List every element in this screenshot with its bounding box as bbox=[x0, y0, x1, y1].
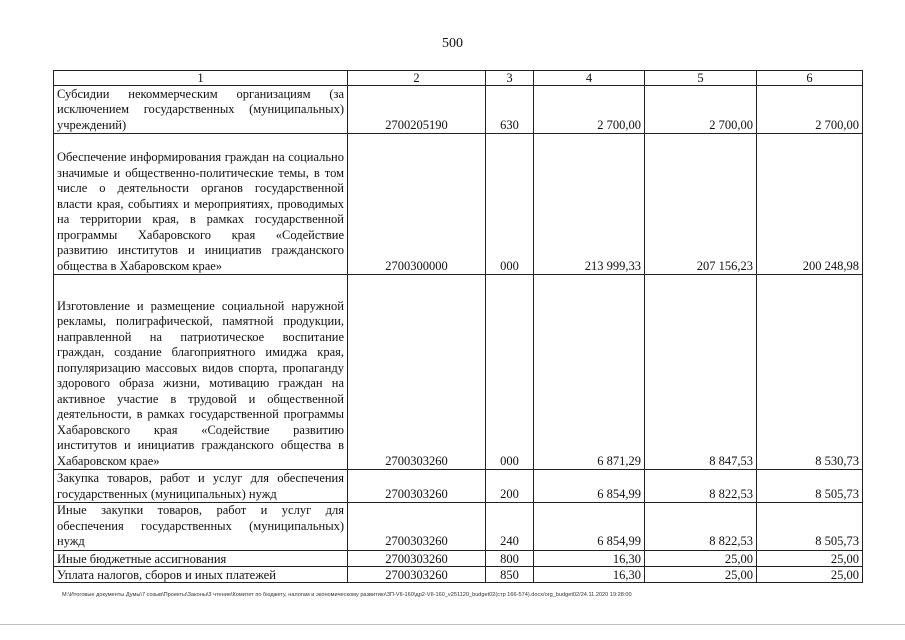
row-amount-3: 8 505,73 bbox=[757, 470, 863, 503]
budget-table bbox=[53, 70, 863, 583]
row-amount-3: 2 700,00 bbox=[757, 86, 863, 134]
row-csr-code: 2700303260 bbox=[348, 550, 486, 566]
row-name: Уплата налогов, сборов и иных платежей bbox=[54, 566, 348, 582]
column-header: 4 bbox=[534, 71, 645, 86]
column-header: 6 bbox=[757, 71, 863, 86]
row-amount-3: 25,00 bbox=[757, 550, 863, 566]
row-name: Субсидии некоммерческим организациям (за исключением государственных (муниципальных) учреждений) bbox=[54, 86, 348, 134]
row-vr-code: 240 bbox=[486, 503, 534, 551]
row-amount-2: 2 700,00 bbox=[645, 86, 757, 134]
row-amount-1: 2 700,00 bbox=[534, 86, 645, 134]
column-header: 1 bbox=[54, 71, 348, 86]
row-amount-2: 25,00 bbox=[645, 550, 757, 566]
table-row bbox=[54, 566, 863, 582]
table-row bbox=[54, 550, 863, 566]
row-vr-code: 630 bbox=[486, 86, 534, 134]
table-header-row bbox=[54, 71, 863, 86]
row-vr-code: 850 bbox=[486, 566, 534, 582]
row-name: Иные закупки товаров, работ и услуг для обеспечения государственных (муниципальных) нужд bbox=[54, 503, 348, 551]
row-amount-2: 25,00 bbox=[645, 566, 757, 582]
table-row bbox=[54, 275, 863, 470]
table-row bbox=[54, 503, 863, 551]
page-number: 500 bbox=[442, 36, 463, 51]
row-amount-1: 6 871,29 bbox=[534, 275, 645, 470]
row-amount-2: 207 156,23 bbox=[645, 134, 757, 275]
column-header: 2 bbox=[348, 71, 486, 86]
row-name: Закупка товаров, работ и услуг для обеспечения государственных (муниципальных) нужд bbox=[54, 470, 348, 503]
row-vr-code: 200 bbox=[486, 470, 534, 503]
row-csr-code: 2700303260 bbox=[348, 503, 486, 551]
row-amount-2: 8 822,53 bbox=[645, 503, 757, 551]
row-vr-code: 800 bbox=[486, 550, 534, 566]
row-amount-2: 8 822,53 bbox=[645, 470, 757, 503]
row-amount-1: 6 854,99 bbox=[534, 503, 645, 551]
column-header: 3 bbox=[486, 71, 534, 86]
row-csr-code: 2700205190 bbox=[348, 86, 486, 134]
table-row bbox=[54, 86, 863, 134]
row-csr-code: 2700303260 bbox=[348, 566, 486, 582]
row-name: Изготовление и размещение социальной наружной рекламы, полиграфической, памятной продукции, направленной на патриотическое воспитание граждан, создание благоприятного имиджа края, популяризацию массовых видов спорта, пропаганду здорового образа жизни, мотивацию граждан на активное участие в трудовой и общественной деятельности, в рамках государственной программы Хабаровского края «Содействие развитию институтов и инициатив гражданского общества в Хабаровском крае» bbox=[54, 275, 348, 470]
table-row bbox=[54, 134, 863, 275]
column-header: 5 bbox=[645, 71, 757, 86]
row-csr-code: 2700303260 bbox=[348, 470, 486, 503]
page-divider bbox=[0, 624, 905, 625]
row-csr-code: 2700303260 bbox=[348, 275, 486, 470]
row-amount-1: 213 999,33 bbox=[534, 134, 645, 275]
document-path-footer: M:\Итоговые документы Думы\7 созыв\Проекты\Законы\3 чтение\Комитет по бюджету, налогам и экономическому развитию\ЗП-VII-160\др2-VII-160_v251120_budget02(стр 166-574).docx/org_budget02/24.11.2020 19:28:00 bbox=[62, 592, 632, 598]
table-row bbox=[54, 470, 863, 503]
row-amount-3: 8 530,73 bbox=[757, 275, 863, 470]
row-vr-code: 000 bbox=[486, 275, 534, 470]
row-amount-3: 25,00 bbox=[757, 566, 863, 582]
row-name: Обеспечение информирования граждан на социально значимые и общественно-политические темы, в том числе о деятельности органов государственной власти края, событиях и мероприятиях, проводимых на территории края, в рамках государственной программы Хабаровского края «Содействие развитию институтов и инициатив гражданского общества в Хабаровском крае» bbox=[54, 134, 348, 275]
row-amount-1: 6 854,99 bbox=[534, 470, 645, 503]
row-csr-code: 2700300000 bbox=[348, 134, 486, 275]
row-amount-1: 16,30 bbox=[534, 566, 645, 582]
row-vr-code: 000 bbox=[486, 134, 534, 275]
row-amount-1: 16,30 bbox=[534, 550, 645, 566]
row-amount-3: 8 505,73 bbox=[757, 503, 863, 551]
row-name: Иные бюджетные ассигнования bbox=[54, 550, 348, 566]
row-amount-3: 200 248,98 bbox=[757, 134, 863, 275]
row-amount-2: 8 847,53 bbox=[645, 275, 757, 470]
